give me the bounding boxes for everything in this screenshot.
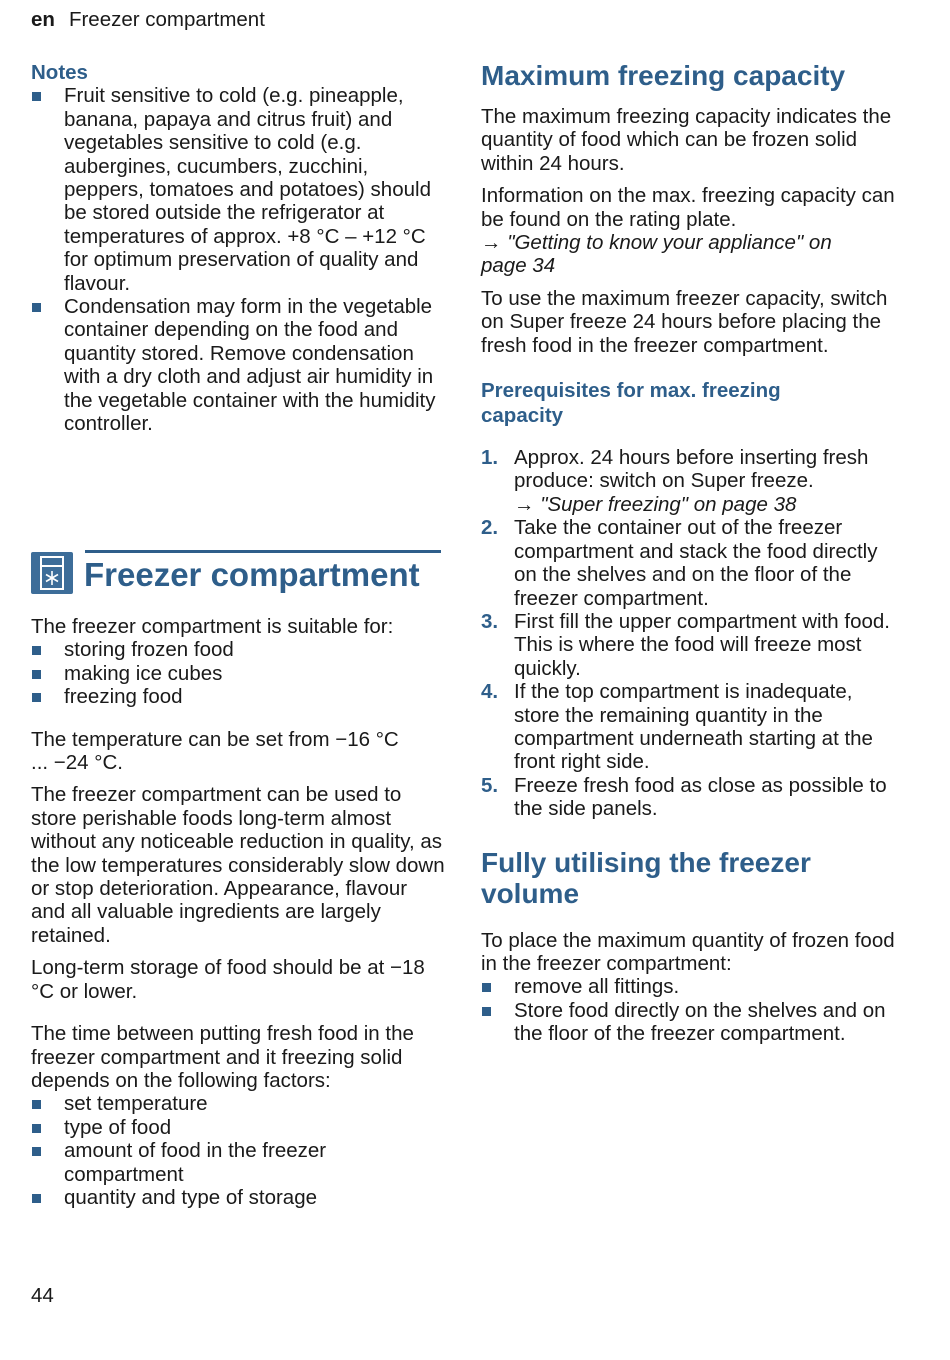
square-bullet-icon	[32, 303, 41, 312]
list-item: amount of food in the freezer compartment	[31, 1139, 446, 1186]
section-title: Freezer compartment	[84, 556, 420, 593]
page-header	[31, 8, 265, 32]
super-freeze-paragraph: To use the maximum freezer capacity, switch on Super freeze 24 hours before placing the fresh food in the freezer compartment.	[481, 286, 888, 357]
list-item: Fruit sensitive to cold (e.g. pineapple, banana, papaya and citrus fruit) and vegetables sensitive to cold (e.g. aubergines, cucumbers, zucchini, peppers, tomatoes and potatoes) should be stored outside the refrigerator at temperatures of approx. +8 °C – +12 °C for optimum preservation of quality and flavour.	[31, 84, 446, 295]
freezer-paragraph: The freezer compartment can be used to store perishable foods long-term almost without any noticeable reduction in quality, as the low temperatures considerably slow down or stop deterioration. Appearance, flavour and all valuable ingredients are largely retained.	[31, 783, 445, 947]
freezer-intro: The freezer compartment is suitable for:	[31, 615, 394, 638]
list-item: 5. Freeze fresh food as close as possible to the side panels.	[481, 773, 887, 821]
factors-list	[31, 1092, 446, 1209]
square-bullet-icon	[32, 1194, 41, 1203]
square-bullet-icon	[32, 693, 41, 702]
square-bullet-icon	[32, 1147, 41, 1156]
notes-block	[31, 61, 446, 436]
max-capacity-title: Maximum freezing capacity	[481, 60, 846, 91]
square-bullet-icon	[482, 1007, 491, 1016]
square-bullet-icon	[32, 1124, 41, 1133]
list-item: 4. If the top compartment is inadequate, store the remaining quantity in the compartment underneath starting at the front right side.	[481, 680, 873, 774]
max-capacity-paragraph: The maximum freezing capacity indicates the quantity of food which can be frozen solid within 24 hours.	[481, 105, 892, 175]
cross-reference-link[interactable]: → "Super freezing" on page 38	[514, 492, 797, 516]
square-bullet-icon	[32, 1100, 41, 1109]
list-item: 1. Approx. 24 hours before inserting fresh produce: switch on Super freeze. → "Super freezing" on page 38	[481, 446, 869, 516]
list-item: Condensation may form in the vegetable container depending on the food and quantity stored. Remove condensation with a dry cloth and adjust air humidity in the vegetable container with the humidity controller.	[31, 295, 446, 435]
list-item: Store food directly on the shelves and on the floor of the freezer compartment.	[481, 999, 896, 1046]
temperature-text: The temperature can be set from −16 °C ... −24 °C.	[31, 727, 399, 775]
factors-intro: The time between putting fresh food in the freezer compartment and it freezing solid depends on the following factors:	[31, 1022, 414, 1092]
cross-reference-link[interactable]: → "Getting to know your appliance" on page 34	[481, 231, 832, 278]
arrow-right-icon: →	[481, 231, 502, 255]
volume-title: Fully utilising the freezer volume	[481, 846, 811, 909]
volume-intro: To place the maximum quantity of frozen food in the freezer compartment:	[481, 928, 895, 975]
page-number: 44	[31, 1284, 54, 1307]
language-code: en	[31, 8, 55, 31]
square-bullet-icon	[482, 983, 491, 992]
list-item: type of food	[31, 1116, 446, 1139]
list-item: 2. Take the container out of the freezer compartment and stack the food directly on the shelves and on the floor of the freezer compartment.	[481, 516, 878, 610]
square-bullet-icon	[32, 92, 41, 101]
storage-temperature-text: Long-term storage of food should be at −18 °C or lower.	[31, 956, 425, 1003]
prerequisites-title: Prerequisites for max. freezing capacity	[481, 379, 781, 427]
square-bullet-icon	[32, 646, 41, 655]
list-item: freezing food	[31, 685, 446, 708]
freezer-uses-list	[31, 638, 446, 708]
freezer-snowflake-icon	[31, 552, 73, 594]
freezer-section	[31, 615, 446, 1209]
section-rule	[85, 550, 441, 553]
square-bullet-icon	[32, 670, 41, 679]
list-item: 3. First fill the upper compartment with food. This is where the food will freeze most quickly.	[481, 609, 890, 680]
max-capacity-section	[481, 60, 896, 1046]
header-title: Freezer compartment	[68, 8, 265, 31]
rating-plate-paragraph: Information on the max. freezing capacity can be found on the rating plate.	[481, 184, 895, 231]
list-item: set temperature	[31, 1092, 446, 1115]
prerequisites-steps	[481, 446, 896, 821]
list-item: quantity and type of storage	[31, 1186, 446, 1209]
arrow-right-icon: →	[514, 492, 535, 516]
notes-title: Notes	[31, 61, 88, 84]
list-item: making ice cubes	[31, 662, 446, 685]
list-item: storing frozen food	[31, 638, 446, 661]
volume-list	[481, 975, 896, 1045]
notes-list	[31, 84, 446, 435]
list-item: remove all fittings.	[481, 975, 896, 998]
